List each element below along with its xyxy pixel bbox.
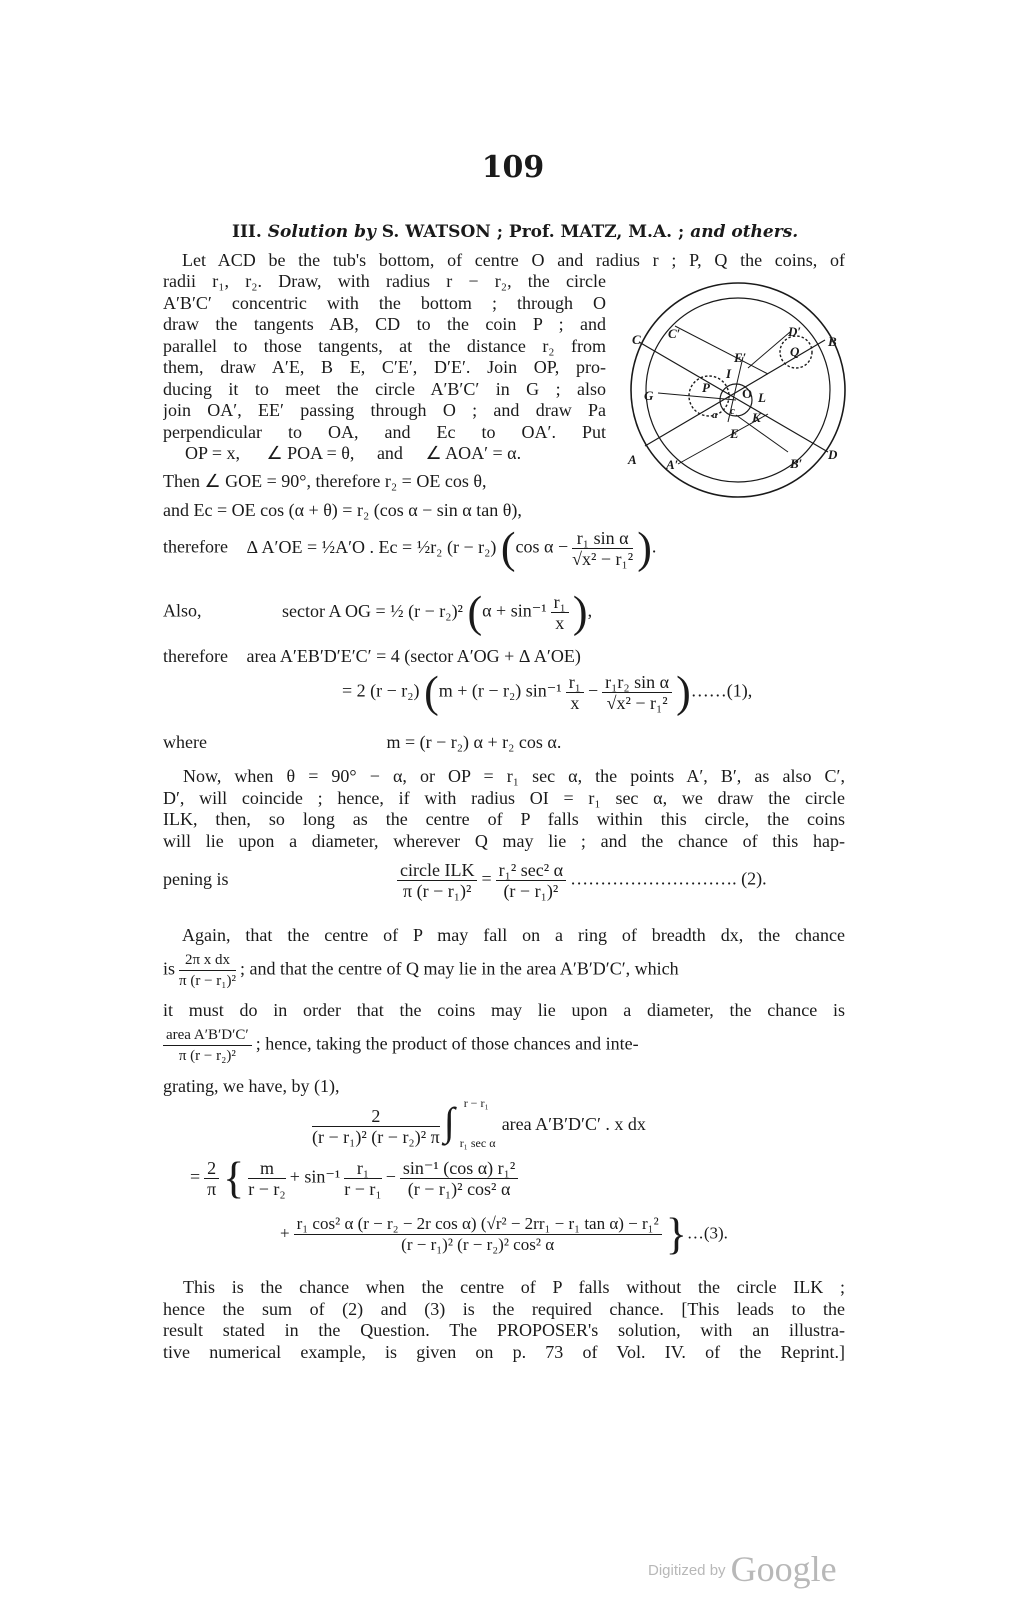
eq-2 <box>163 860 767 901</box>
page-number: 109 <box>481 150 545 185</box>
eq2-num1: circle ILK <box>397 860 477 881</box>
eq-area <box>163 646 581 667</box>
line-c2e2 <box>675 326 768 374</box>
para-again-is: is <box>163 958 176 979</box>
label-k: K <box>752 410 761 425</box>
eq3-coef-den: π <box>207 1179 217 1199</box>
para-again-line-4 <box>163 1025 639 1066</box>
eq-area-text: area A′EB′D′E′C′ = 4 (sector A′OG + Δ A′OE) <box>246 646 581 666</box>
intro-line-1: Let ACD be the tub's bottom, of centre O and radius r ; P, Q the coins, of <box>182 250 845 270</box>
label-q: Q <box>790 344 800 359</box>
eq-sector-den: x <box>555 613 565 633</box>
para-again-line-4-text: ; hence, taking the product of those chances and inte- <box>255 1033 639 1054</box>
area-chance-den: π (r − r₂)² <box>178 1048 236 1064</box>
closing-line: tive numerical example, is given on p. 73 of Vol. IV. of the Reprint.] <box>163 1341 845 1362</box>
eq-area2-den1: x <box>570 693 580 713</box>
heading-and-others: and others. <box>690 222 799 242</box>
label-c-small: c <box>730 405 735 417</box>
label-c2: C′ <box>668 326 681 341</box>
integral-sign: ∫ <box>443 1099 455 1144</box>
eq-3-line-2 <box>280 1209 728 1259</box>
put-and: and <box>376 443 403 463</box>
closing-line: hence the sum of (2) and (3) is the required chance. [This leads to the <box>163 1298 845 1319</box>
digitized-by-text: Digitized by <box>648 1562 726 1579</box>
label-b2: B′ <box>790 456 803 471</box>
put-op: OP = x, <box>185 443 240 463</box>
intro-line: A′B′C′ concentric with the bottom ; through O <box>163 292 606 313</box>
eq-number-2: ………………………. (2). <box>570 868 767 889</box>
eq-area2-num1: r₁ <box>566 672 584 693</box>
closing-line: result stated in the Question. The PROPOSER's solution, with an illustra- <box>163 1320 845 1340</box>
eq-area2-lhs: = 2 (r − r₂) <box>342 680 420 701</box>
eq-triangle-end: . <box>651 536 657 557</box>
intro-line: ducing it to meet the circle A′B′C′ in G ; also <box>163 378 606 399</box>
label-e2: E′ <box>734 350 747 365</box>
eq-sector <box>163 587 593 637</box>
area-chance-num: area A′B′D′C′ <box>163 1025 252 1046</box>
eq3-f3-den: (r − r₁)² cos² α <box>407 1179 511 1199</box>
para-again-line-5: grating, we have, by (1), <box>163 1076 340 1096</box>
eq2-num2: r₁² sec² α <box>496 860 566 881</box>
label-e: E <box>730 426 739 441</box>
put-angle-aoa: ∠ AOA′ = α. <box>425 443 522 463</box>
intro-line: perpendicular to OA, and Ec to OA′. Put <box>163 421 606 442</box>
intro-line: draw the tangents AB, CD to the coin P ; and <box>163 314 606 334</box>
integral-coef-den: (r − r₁)² (r − r₂)² π <box>312 1126 440 1147</box>
where-line <box>163 732 561 753</box>
integral-integrand: area A′B′D′C′ . x dx <box>501 1114 646 1135</box>
then-line: Then ∠ GOE = 90°, therefore r₂ = OE cos θ, <box>163 471 487 491</box>
eq-triangle-label: therefore <box>163 536 228 557</box>
eq-area-2 <box>342 667 753 717</box>
para-now-line: Now, when θ = 90° − α, or OP = r₁ sec α, the points A′, B′, as also C′, <box>183 766 845 786</box>
para-again-line-3: it must do in order that the coins may lie upon a diameter, the chance is <box>163 1000 845 1020</box>
tub-diagram <box>618 282 858 514</box>
ring-chance-den: π (r − r₁)² <box>179 973 237 989</box>
eq3-last-den: (r − r₁)² (r − r₂)² cos² α <box>401 1235 555 1254</box>
eq-triangle-cos: cos α − <box>515 536 569 557</box>
label-a-small: a <box>712 409 718 421</box>
eq-triangle-num: r₁ sin α <box>572 528 633 549</box>
label-i: I <box>726 366 732 381</box>
eq-sector-end: , <box>587 600 593 621</box>
label-b: B <box>828 334 837 349</box>
paragraph-now <box>163 766 845 852</box>
heading-solution-by: Solution by <box>267 222 376 242</box>
para-again-line-1: Again, that the centre of P may fall on a ring of breadth dx, the chance <box>182 925 845 945</box>
label-c: C <box>632 332 641 347</box>
label-a2: A′ <box>666 457 679 472</box>
eq-triangle-den: √x² − r₁² <box>572 549 634 569</box>
eq3-plus-asin: + sin⁻¹ <box>289 1166 341 1187</box>
eq-sector-inner: α + sin⁻¹ <box>482 600 547 621</box>
eq-sector-num: r₁ <box>551 592 569 613</box>
intro-line: parallel to those tangents, at the distance r₂ from <box>163 335 606 356</box>
eq3-f3-num: sin⁻¹ (cos α) r₁² <box>400 1158 518 1179</box>
heading-authors: S. WATSON ; Prof. MATZ, M.A. ; <box>375 222 691 242</box>
eq-number-3: …(3). <box>686 1223 728 1243</box>
eq-area2-inner: m + (r − r₂) sin⁻¹ <box>438 680 562 701</box>
paren-open: ( <box>424 667 439 717</box>
eq3-last-num: r₁ cos² α (r − r₂ − 2r cos α) (√r² − 2rr₁ − r₁ tan α) − r₁² <box>294 1214 662 1235</box>
eq-triangle-lhs: Δ A′OE = ½A′O . Ec = ½r₂ (r − r₂) <box>246 536 497 557</box>
eq-area2-den2: √x² − r₁² <box>606 693 668 713</box>
paren-close: ) <box>572 587 588 637</box>
digitized-watermark <box>648 1548 837 1590</box>
ec-line: and Ec = OE cos (α + θ) = r₂ (cos α − sin α tan θ), <box>163 500 522 520</box>
eq2-equals: = <box>481 868 492 889</box>
eq-triangle <box>163 523 657 573</box>
where-label: where <box>163 732 207 752</box>
eq3-f1-den: r − r₂ <box>248 1179 286 1199</box>
eq2-den2: (r − r₁)² <box>503 881 559 901</box>
ring-chance-num: 2π x dx <box>179 950 236 971</box>
put-angle-poa: ∠ POA = θ, <box>266 443 355 463</box>
brace-close: } <box>665 1209 687 1259</box>
eq-area2-num2: r₁r₂ sin α <box>602 672 672 693</box>
outer-circle <box>631 283 845 497</box>
solution-heading <box>232 222 798 242</box>
eq3-f1-num: m <box>248 1158 285 1179</box>
eq3-f2-num: r₁ <box>344 1158 381 1179</box>
line-d2e2 <box>748 332 790 368</box>
label-d: D <box>828 447 838 462</box>
put-line <box>185 443 521 464</box>
eq-area-label: therefore <box>163 646 228 666</box>
para-now-line: D′, will coincide ; hence, if with radius OI = r₁ sec α, we draw the circle <box>163 787 845 808</box>
integral-coef-num: 2 <box>312 1106 440 1127</box>
para-again-line-2-text: ; and that the centre of Q may lie in the area A′B′D′C′, which <box>240 958 679 979</box>
paren-close: ) <box>637 523 652 573</box>
para-now-line: ILK, then, so long as the centre of P falls within this circle, the coins <box>163 809 845 829</box>
para-now-line: will lie upon a diameter, wherever Q may lie ; and the chance of this hap- <box>163 830 845 851</box>
line-og <box>658 393 736 400</box>
integral-upper-limit: r − r₁ <box>463 1096 489 1110</box>
integral-expression <box>308 1096 646 1150</box>
label-g: G <box>644 388 654 403</box>
eq3-f2-den: r − r₁ <box>344 1179 382 1199</box>
label-l: L <box>758 390 766 405</box>
eq3-coef-num: 2 <box>204 1158 219 1179</box>
closing-line: This is the chance when the centre of P falls without the circle ILK ; <box>183 1277 845 1297</box>
intro-line: them, draw A′E, B E, C′E′, D′E′. Join OP, pro- <box>163 357 606 377</box>
label-p: P <box>702 380 710 395</box>
eq-sector-label: Also, <box>163 600 202 621</box>
eq-3-line-1 <box>190 1153 522 1203</box>
intro-block <box>163 271 606 443</box>
para-again-line-2 <box>163 950 679 991</box>
line-b2e <box>736 415 788 452</box>
heading-prefix: III. <box>232 222 268 242</box>
eq-area2-minus: − <box>587 680 599 701</box>
intro-line: join OA′, EE′ passing through O ; and draw Pa <box>163 400 606 420</box>
eq-sector-lhs: sector A OG = ½ (r − r₂)² <box>282 600 463 621</box>
where-eq: m = (r − r₂) α + r₂ cos α. <box>386 732 562 752</box>
brace-open: { <box>223 1153 245 1203</box>
label-d2: D′ <box>788 324 802 339</box>
label-a: A <box>628 452 637 467</box>
label-o: O <box>742 386 753 401</box>
integral-lower-limit: r₁ sec α <box>459 1136 496 1150</box>
intro-line: radii r₁, r₂. Draw, with radius r − r₂, the circle <box>163 271 606 291</box>
eq2-den1: π (r − r₁)² <box>403 881 472 901</box>
paren-close: ) <box>676 667 691 717</box>
eq3-plus: + <box>280 1223 290 1243</box>
eq2-label: pening is <box>163 868 229 889</box>
paren-open: ( <box>467 587 483 637</box>
eq3-minus: − <box>385 1166 396 1187</box>
google-logo: Google <box>730 1549 837 1589</box>
paragraph-closing <box>163 1277 845 1363</box>
eq-number-1: ……(1), <box>690 680 753 701</box>
paren-open: ( <box>500 523 516 573</box>
eq3-equals: = <box>190 1166 201 1187</box>
